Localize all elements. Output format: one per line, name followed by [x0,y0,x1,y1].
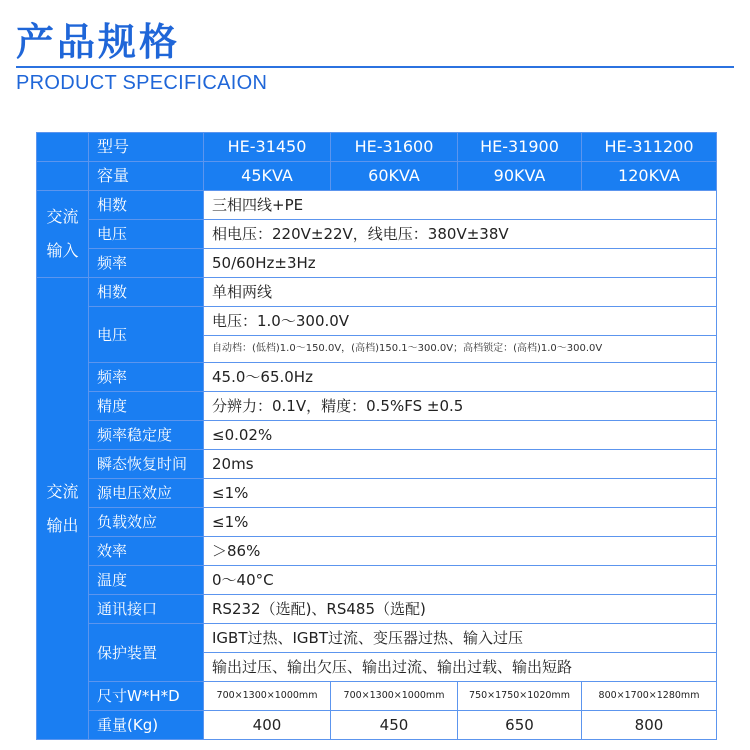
model-cell: HE-31450 [204,133,331,162]
page-title: 产品规格 [16,20,181,64]
ac-output-group-label [37,278,89,740]
model-cell: HE-31900 [458,133,582,162]
source-effect-label: 源电压效应 [89,479,204,508]
source-effect-row [37,479,717,508]
efficiency-row [37,537,717,566]
load-effect-label: 负载效应 [89,508,204,537]
output-precision-value: 分辨力：0.1V，精度：0.5%FS ±0.5 [204,392,717,421]
transient-value: 20ms [204,450,717,479]
output-voltage-note: 自动档：(低档)1.0～150.0V，(高档)150.1～300.0V；高档锁定：(高档)1.0～300.0V [204,336,717,363]
comm-value: RS232（选配)、RS485（选配) [204,595,717,624]
model-corner-cell [37,133,89,162]
size-row [37,682,717,711]
transient-row [37,450,717,479]
ac-input-group-line1: 交流 [46,207,79,226]
freq-stability-row [37,421,717,450]
temperature-value: 0～40°C [204,566,717,595]
weight-cell: 450 [331,711,458,740]
comm-row [37,595,717,624]
weight-row [37,711,717,740]
ac-input-group-line2: 输入 [46,241,79,260]
capacity-corner-cell [37,162,89,191]
protection-line2: 输出过压、输出欠压、输出过流、输出过载、输出短路 [204,653,717,682]
weight-label: 重量(Kg) [89,711,204,740]
comm-label: 通讯接口 [89,595,204,624]
input-voltage-value: 相电压：220V±22V，线电压：380V±38V [204,220,717,249]
input-frequency-row [37,249,717,278]
spec-table [36,132,717,740]
title-divider [16,66,734,68]
input-frequency-value: 50/60Hz±3Hz [204,249,717,278]
output-voltage-row [37,307,717,336]
output-phase-row [37,278,717,307]
input-phase-row [37,191,717,220]
input-voltage-label: 电压 [89,220,204,249]
model-cell: HE-31600 [331,133,458,162]
capacity-cell: 120KVA [582,162,717,191]
input-phase-label: 相数 [89,191,204,220]
model-cell: HE-311200 [582,133,717,162]
input-phase-value: 三相四线+PE [204,191,717,220]
protection-label: 保护装置 [89,624,204,682]
output-phase-value: 单相两线 [204,278,717,307]
size-cell: 700×1300×1000mm [331,682,458,711]
output-precision-row [37,392,717,421]
efficiency-label: 效率 [89,537,204,566]
input-frequency-label: 频率 [89,249,204,278]
protection-line1: IGBT过热、IGBT过流、变压器过热、输入过压 [204,624,717,653]
output-frequency-row [37,363,717,392]
output-precision-label: 精度 [89,392,204,421]
weight-cell: 400 [204,711,331,740]
ac-output-group-line1: 交流 [46,481,79,501]
output-voltage-value: 电压：1.0～300.0V [204,307,717,336]
weight-cell: 800 [582,711,717,740]
ac-output-group-line2: 输出 [46,515,79,535]
transient-label: 瞬态恢复时间 [89,450,204,479]
input-voltage-row [37,220,717,249]
size-cell: 750×1750×1020mm [458,682,582,711]
load-effect-row [37,508,717,537]
source-effect-value: ≤1% [204,479,717,508]
temperature-row [37,566,717,595]
load-effect-value: ≤1% [204,508,717,537]
freq-stability-label: 频率稳定度 [89,421,204,450]
output-voltage-label: 电压 [89,307,204,363]
size-label: 尺寸W*H*D [89,682,204,711]
size-cell: 700×1300×1000mm [204,682,331,711]
model-row [37,133,717,162]
capacity-label: 容量 [89,162,204,191]
ac-input-group-label [37,191,89,278]
weight-cell: 650 [458,711,582,740]
output-frequency-value: 45.0～65.0Hz [204,363,717,392]
size-cell: 800×1700×1280mm [582,682,717,711]
protection-row [37,624,717,653]
temperature-label: 温度 [89,566,204,595]
capacity-row [37,162,717,191]
capacity-cell: 45KVA [204,162,331,191]
model-label: 型号 [89,133,204,162]
output-frequency-label: 频率 [89,363,204,392]
freq-stability-value: ≤0.02% [204,421,717,450]
capacity-cell: 60KVA [331,162,458,191]
capacity-cell: 90KVA [458,162,582,191]
output-phase-label: 相数 [89,278,204,307]
efficiency-value: ＞86% [204,537,717,566]
page-subtitle: PRODUCT SPECIFICAION [16,72,268,94]
